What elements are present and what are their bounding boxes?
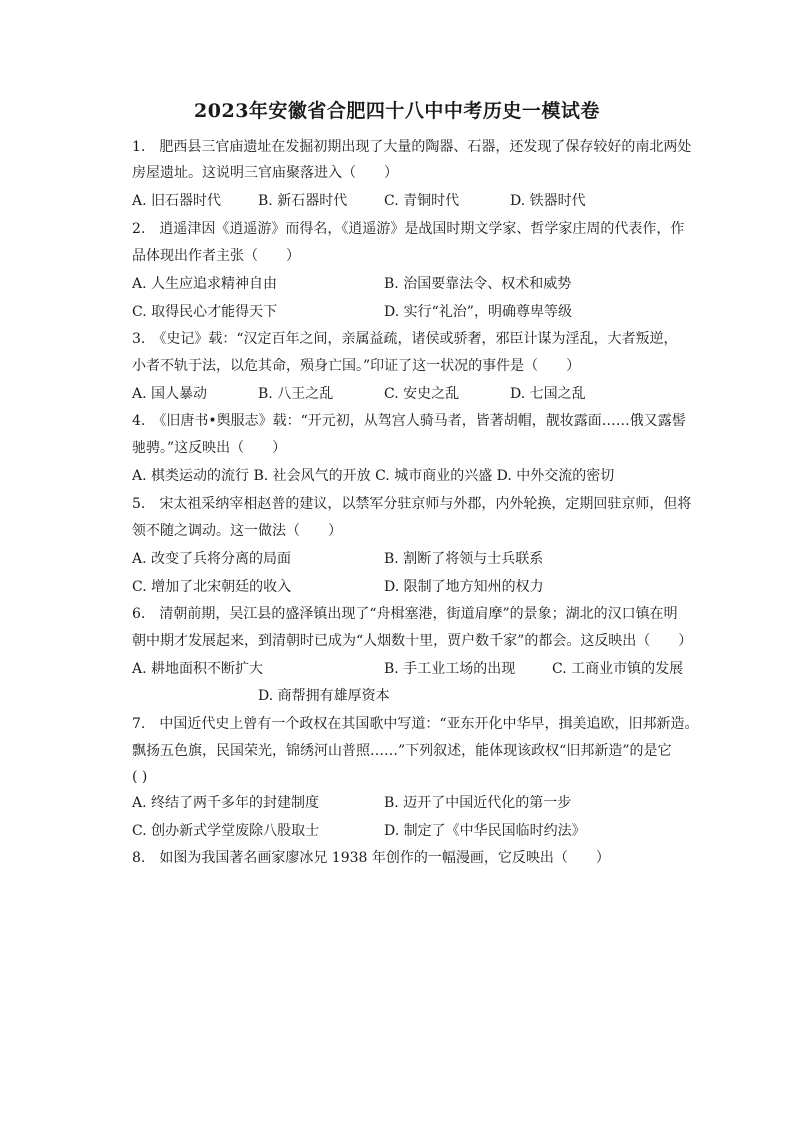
- q1-option-b: B. 新石器时代: [258, 193, 348, 209]
- q2-option-d: D. 实行“礼治”，明确尊卑等级: [384, 304, 572, 320]
- q7-stem-line3: ( ): [132, 769, 148, 785]
- q6-option-a: A. 耕地面积不断扩大: [132, 661, 264, 677]
- q5-stem-line1: 5. 宋太祖采纳宰相赵普的建议，以禁军分驻京师与外郡，内外轮换，定期回驻京师，但将: [132, 496, 692, 512]
- q5-option-b: B. 割断了将领与士兵联系: [384, 551, 544, 567]
- q7-stem-line1: 7. 中国近代史上曾有一个政权在其国歌中写道：“亚东开化中华早，揖美追欧，旧邦新造。: [132, 716, 699, 732]
- q7-stem-line2: 飘扬五色旗，民国荣光，锦绣河山普照……”下列叙述，能体现该政权“旧邦新造”的是它: [132, 743, 672, 759]
- q7-option-d: D. 制定了《中华民国临时约法》: [384, 823, 586, 839]
- q1-stem-line2: 房屋遗址。这说明三官庙聚落进入（ ）: [132, 165, 398, 181]
- q7-option-a: A. 终结了两千多年的封建制度: [132, 795, 320, 811]
- q8-stem-line1: 8. 如图为我国著名画家廖冰兄 1938 年创作的一幅漫画，它反映出（ ）: [132, 850, 610, 866]
- q2-option-b: B. 治国要靠法令、权术和威势: [384, 276, 572, 292]
- q6-stem-line1: 6. 清朝前期，吴江县的盛泽镇出现了“舟楫塞港，街道肩摩”的景象；湖北的汉口镇在明: [132, 606, 678, 622]
- q2-stem-line1: 2. 逍遥津因《逍遥游》而得名，《逍遥游》是战国时期文学家、哲学家庄周的代表作，作: [132, 221, 685, 237]
- q3-option-a: A. 国人暴动: [132, 386, 208, 402]
- q3-stem-line2: 小者不轨于法，以危其命，殒身亡国。”印证了这一状况的事件是（ ）: [132, 358, 581, 374]
- q2-stem-line2: 品体现出作者主张（ ）: [132, 248, 300, 264]
- q3-option-d: D. 七国之乱: [510, 386, 586, 402]
- q2-option-c: C. 取得民心才能得天下: [132, 304, 278, 320]
- q5-option-a: A. 改变了兵将分离的局面: [132, 551, 292, 567]
- q4-options: A. 棋类运动的流行 B. 社会风气的开放 C. 城市商业的兴盛 D. 中外交流的密切: [132, 468, 615, 484]
- q5-stem-line2: 领不随之调动。这一做法（ ）: [132, 523, 342, 539]
- q4-stem-line1: 4. 《旧唐书•舆服志》载：“开元初，从驾宫人骑马者，皆著胡帽，靓妆露面……俄又露髻: [132, 413, 686, 429]
- q5-option-d: D. 限制了地方知州的权力: [384, 579, 544, 595]
- q6-option-b: B. 手工业工场的出现: [384, 661, 516, 677]
- q3-option-b: B. 八王之乱: [258, 386, 334, 402]
- q2-option-a: A. 人生应追求精神自由: [132, 276, 278, 292]
- page-title: 2023年安徽省合肥四十八中中考历史一模试卷: [194, 100, 600, 122]
- q1-option-a: A. 旧石器时代: [132, 193, 222, 209]
- q7-option-c: C. 创办新式学堂废除八股取士: [132, 823, 320, 839]
- q7-option-b: B. 迈开了中国近代化的第一步: [384, 795, 572, 811]
- q3-option-c: C. 安史之乱: [384, 386, 460, 402]
- q1-stem-line1: 1. 肥西县三官庙遗址在发掘初期出现了大量的陶器、石器，还发现了保存较好的南北两处: [132, 139, 692, 155]
- q6-option-c: C. 工商业市镇的发展: [552, 661, 684, 677]
- q6-option-d: D. 商帮拥有雄厚资本: [258, 688, 390, 704]
- q1-option-d: D. 铁器时代: [510, 193, 586, 209]
- q1-option-c: C. 青铜时代: [384, 193, 460, 209]
- q4-stem-line2: 驰骋。”这反映出（ ）: [132, 440, 287, 456]
- q6-stem-line2: 朝中期才发展起来，到清朝时已成为“人烟数十里，贾户数千家”的都会。这反映出（ ）: [132, 633, 693, 649]
- q5-option-c: C. 增加了北宋朝廷的收入: [132, 579, 292, 595]
- q3-stem-line1: 3. 《史记》载：“汉定百年之间，亲属益疏，诸侯或骄奢，邪臣计谋为淫乱，大者叛逆，: [132, 331, 678, 347]
